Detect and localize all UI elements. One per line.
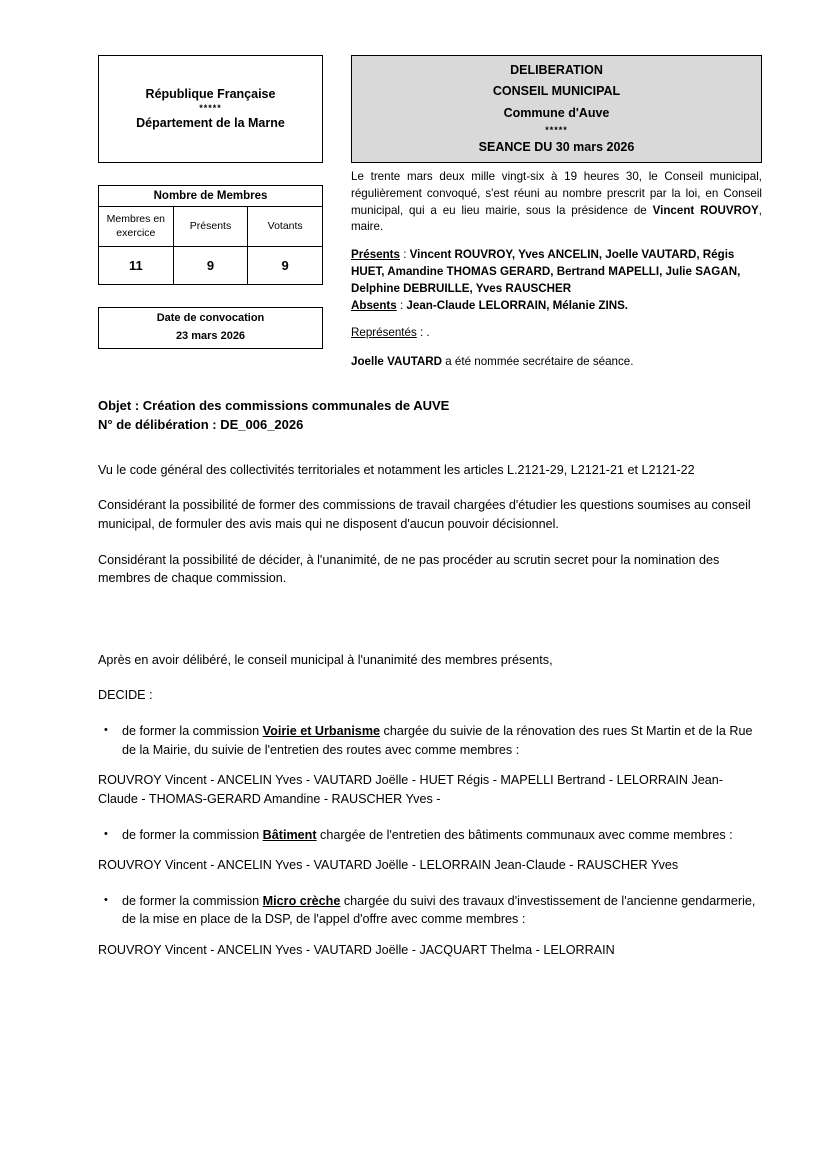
members-value-votants: 9	[248, 247, 323, 285]
represented-label: Représentés	[351, 326, 417, 340]
commission-suffix-1: chargée du suivie de la rénovation des rues St Martin et de la Rue de la Mairie, du suivie de l'entretien des routes avec comme membres :	[122, 724, 753, 757]
commission-name-3: Micro crèche	[262, 893, 341, 908]
header-second-row	[98, 170, 762, 371]
republic-box	[98, 55, 323, 163]
republic-stars: *****	[199, 103, 222, 114]
members-column-exercice: Membres en exercice	[99, 207, 174, 247]
members-value-exercice: 11	[99, 247, 174, 285]
presents-block	[351, 247, 762, 314]
body-spacer	[98, 605, 762, 651]
members-column-votants: Votants	[248, 207, 323, 247]
convocation-date: 23 mars 2026	[175, 330, 246, 342]
members-table-title-row	[99, 186, 323, 207]
republic-line1: République Française	[145, 86, 276, 101]
considerant-paragraph-2: Considérant la possibilité de décider, à l'unanimité, de ne pas procéder au scrutin secret pour la nomination des membres de chaque commission.	[98, 552, 720, 586]
commission-suffix-3: chargée du suivi des travaux d'investissement de l'ancienne gendarmerie, de la mise en place de la DSP, de l'appel d'offre avec comme membres :	[122, 893, 756, 927]
header-left-column	[98, 55, 323, 163]
represented-value: : .	[416, 326, 430, 340]
intro-paragraph	[351, 169, 762, 236]
commission-name-1: Voirie et Urbanisme	[262, 724, 381, 739]
intro-text: Le trente mars deux mille vingt-six à 19 heures 30, le Conseil municipal, régulièrement convoqué, s'est réuni au nombre prescrit par la loi, en Conseil municipal, qui a eu lieu mairie, sous la présidence de	[351, 170, 762, 217]
header-left-column-2	[98, 185, 323, 349]
members-table	[98, 185, 323, 285]
list-item	[98, 892, 762, 929]
considerant-paragraph-1: Considérant la possibilité de former des commissions de travail chargées d'étudier les questions soumises au conseil municipal, de formuler des avis mais qui ne disposent d'aucun pouvoir décisionnel.	[98, 498, 751, 531]
intro-text-end: , maire.	[351, 203, 762, 234]
deliberation-commune: Commune d'Auve	[503, 105, 610, 120]
convocation-box	[98, 307, 323, 349]
list-item	[98, 722, 762, 759]
document-header	[98, 55, 762, 163]
presents-names: Vincent ROUVROY, Yves ANCELIN, Joelle VAUTARD, Régis HUET, Amandine THOMAS GERARD, Bertrand MAPELLI, Julie SAGAN, Delphine DEBRUILLE, Yves RAUSCHER	[351, 248, 741, 295]
deliberation-subtitle: CONSEIL MUNICIPAL	[492, 84, 621, 99]
secretary-block	[351, 354, 762, 371]
commission-prefix-2: de former la commission	[122, 827, 263, 842]
commission-suffix-2: chargée de l'entretien des bâtiments communaux avec comme membres :	[316, 827, 733, 842]
commissions-list-3	[98, 892, 762, 929]
members-column-presents: Présents	[173, 207, 248, 247]
presents-separator: :	[399, 248, 410, 262]
apres-deliberation-paragraph: Après en avoir délibéré, le conseil municipal à l'unanimité des membres présents,	[98, 652, 553, 667]
objet-line: Objet : Création des commissions communales de AUVE	[98, 397, 450, 413]
vu-paragraph: Vu le code général des collectivités territoriales et notamment les articles L.2121-29, L2121-21 et L2121-22	[98, 462, 695, 477]
commission-members-2: ROUVROY Vincent - ANCELIN Yves - VAUTARD Joëlle - LELORRAIN Jean-Claude - RAUSCHER Yves	[98, 858, 679, 873]
members-table-value-row	[99, 247, 323, 285]
deliberation-box	[351, 55, 762, 163]
header-right-column	[351, 55, 762, 163]
commissions-list	[98, 722, 762, 759]
represented-block	[351, 325, 762, 342]
secretary-name: Joelle VAUTARD	[351, 355, 443, 369]
absents-names: Jean-Claude LELORRAIN, Mélanie ZINS.	[406, 298, 629, 312]
deliberation-title: DELIBERATION	[510, 63, 603, 78]
commission-prefix-3: de former la commission	[122, 893, 263, 908]
deliberation-number-line: N° de délibération : DE_006_2026	[98, 416, 304, 432]
commission-members-3: ROUVROY Vincent - ANCELIN Yves - VAUTARD Joëlle - JACQUART Thelma - LELORRAIN	[98, 943, 615, 958]
decide-label: DECIDE :	[98, 688, 153, 703]
commissions-list-2	[98, 826, 762, 845]
deliberation-stars: *****	[545, 124, 568, 135]
presents-label: Présents	[351, 248, 400, 262]
objet-block	[98, 397, 762, 435]
commission-name-2: Bâtiment	[262, 827, 317, 842]
deliberation-session-date: SEANCE DU 30 mars 2026	[478, 139, 635, 154]
commission-members-1: ROUVROY Vincent - ANCELIN Yves - VAUTARD Joëlle - HUET Régis - MAPELLI Bertrand - LELORRAIN Jean-Claude - THOMAS-GERARD Amandine - RAUSCHER Yves -	[98, 773, 723, 806]
commission-prefix-1: de former la commission	[122, 724, 263, 739]
members-value-presents: 9	[173, 247, 248, 285]
members-table-header-row	[99, 207, 323, 247]
document-body	[98, 461, 762, 960]
convocation-label: Date de convocation	[156, 312, 265, 325]
absents-separator: :	[396, 298, 407, 312]
secretary-text: a été nommée secrétaire de séance.	[442, 355, 634, 369]
intro-president-name: Vincent ROUVROY	[652, 203, 759, 217]
absents-label: Absents	[351, 298, 397, 312]
list-item	[98, 826, 762, 845]
members-table-title: Nombre de Membres	[99, 186, 323, 207]
republic-line2: Département de la Marne	[136, 115, 285, 130]
intro-column	[351, 169, 762, 371]
